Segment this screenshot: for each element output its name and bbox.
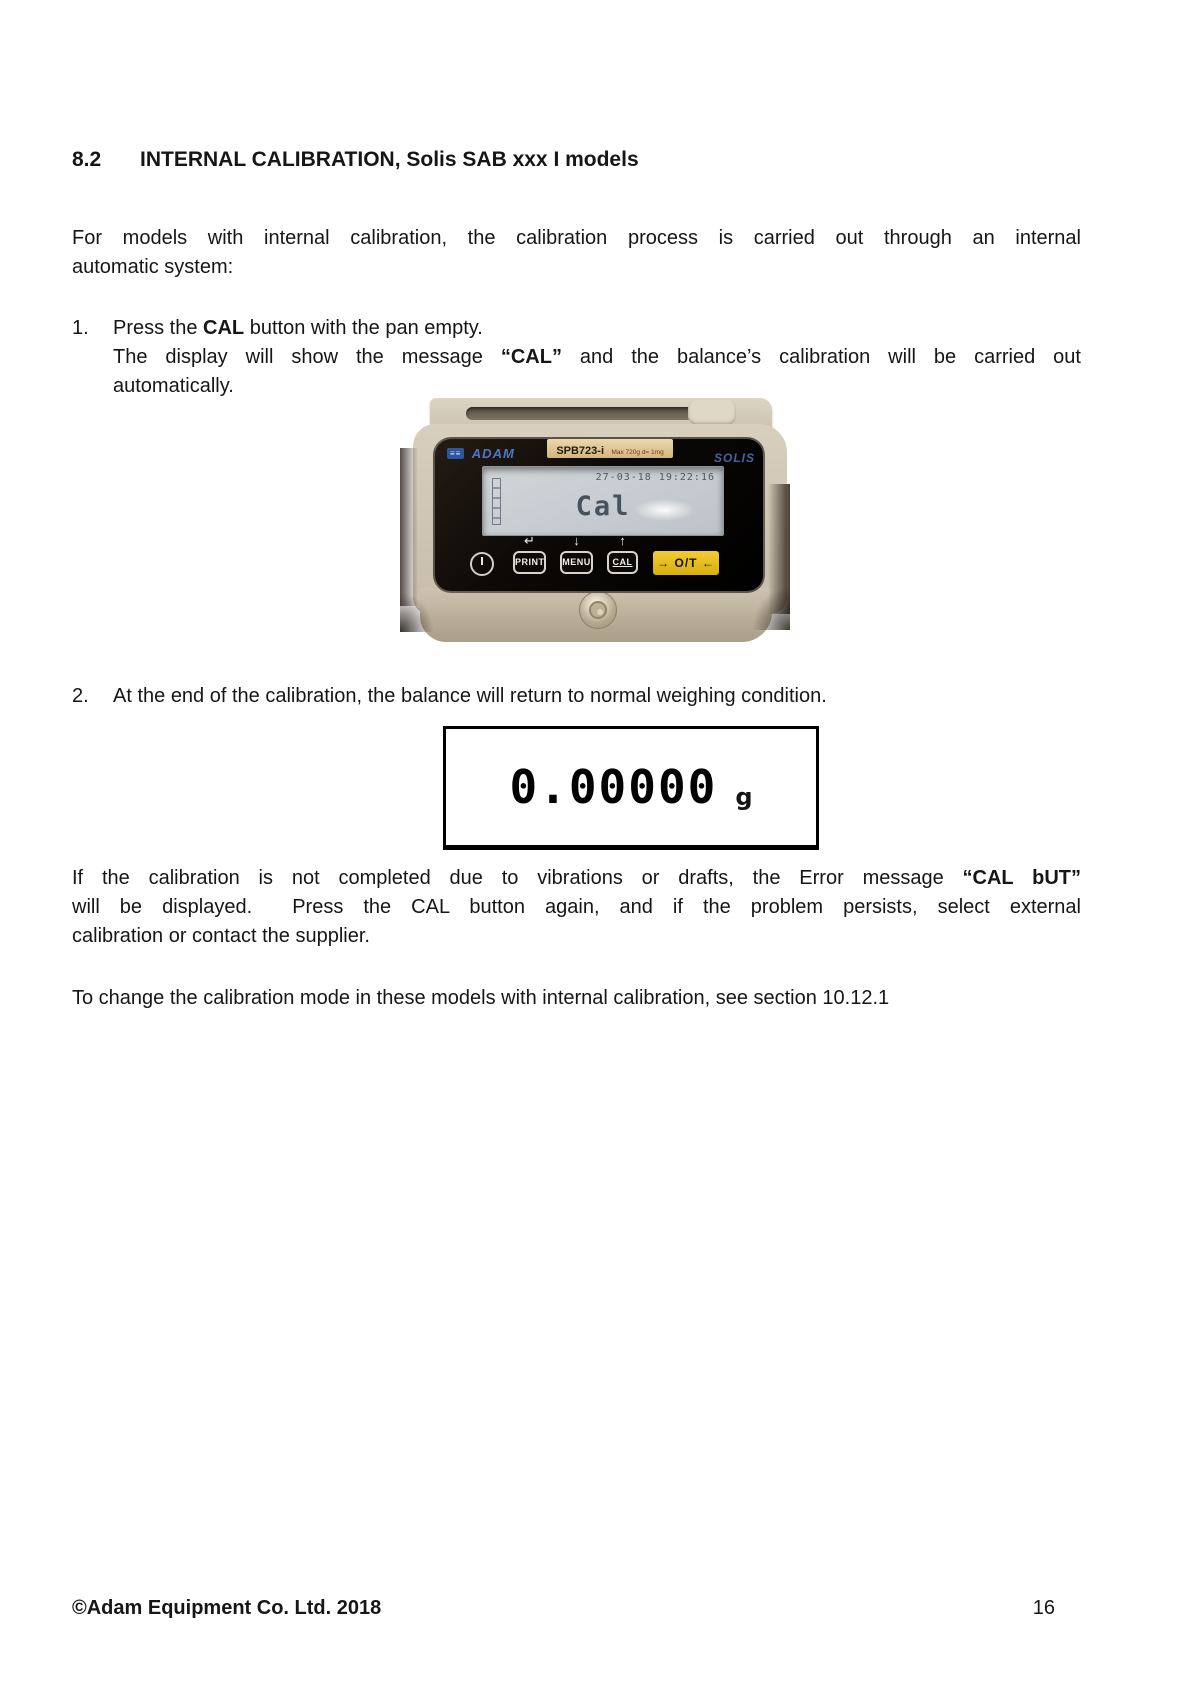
- footer-copyright: ©Adam Equipment Co. Ltd. 2018: [72, 1597, 382, 1619]
- menu-button: MENU: [560, 551, 593, 574]
- weight-value: 0.00000: [509, 760, 718, 814]
- step-1: [72, 314, 1081, 401]
- cal-keyword: CAL: [203, 317, 245, 339]
- down-arrow-icon: ↓: [573, 533, 580, 548]
- weight-display-box: [443, 726, 819, 850]
- step-1-line-2: [113, 343, 1081, 372]
- note-paragraph: To change the calibration mode in these models with internal calibration, see section 10.12.1: [72, 987, 890, 1009]
- level-knob-inner: [589, 601, 607, 619]
- step-2-number: 2.: [72, 685, 89, 707]
- printer-slot: [466, 407, 724, 420]
- step-1-line-3: automatically.: [113, 375, 234, 397]
- step-1-number: 1.: [72, 317, 89, 339]
- error-message-keyword: “CAL bUT”: [962, 867, 1081, 889]
- error-line-1: [72, 864, 1081, 893]
- print-button: PRINT: [513, 551, 546, 574]
- page-number: 16: [1032, 1597, 1055, 1619]
- enter-arrow-icon: ↵: [524, 533, 535, 548]
- adam-logo-text: ADAM: [471, 446, 515, 462]
- cal-message-keyword: “CAL”: [500, 346, 562, 368]
- error-line-3: calibration or contact the supplier.: [72, 925, 370, 947]
- photo-shadow-left: [400, 448, 418, 606]
- power-button: [470, 552, 494, 576]
- error-text: If the calibration is not completed due to vibrations or drafts, the Error message: [72, 867, 963, 889]
- up-arrow-icon: ↑: [619, 533, 626, 548]
- adam-logo: [447, 445, 515, 461]
- step-1-line-1: [113, 314, 1081, 343]
- step-2: [72, 682, 1081, 711]
- lcd-screen: [482, 466, 724, 536]
- model-label: [547, 439, 673, 458]
- photo-shadow-bottom-right: [752, 586, 790, 630]
- step-2-text: At the end of the calibration, the balance will return to normal weighing condition.: [113, 685, 827, 707]
- cal-button: [607, 551, 638, 574]
- section-heading: [72, 148, 639, 172]
- section-title: INTERNAL CALIBRATION, Solis SAB xxx I models: [140, 148, 639, 171]
- intro-paragraph: [72, 224, 1081, 282]
- intro-line-1: For models with internal calibration, the calibration process is carried out through an internal: [72, 227, 1081, 249]
- step-1-text: and the balance’s calibration will be carried out: [561, 346, 1081, 368]
- error-paragraph: [72, 864, 1081, 951]
- model-capacity: Max 720g d= 1mg: [611, 449, 664, 456]
- lcd-message: Cal: [575, 491, 631, 522]
- lcd-glare: [633, 499, 695, 521]
- weight-unit: g: [735, 783, 753, 811]
- display-bezel: [433, 437, 765, 593]
- solis-logo: SOLIS: [713, 451, 755, 465]
- housing-corner: [688, 399, 736, 425]
- lcd-datetime: 27-03-18 19:22:16: [595, 472, 715, 483]
- tare-button: → O/T ←: [653, 551, 719, 575]
- level-knob: [579, 591, 617, 629]
- error-line-2: will be displayed. Press the CAL button again, and if the problem persists, select external: [72, 896, 1081, 918]
- photo-shadow-bottom-left: [400, 592, 434, 632]
- intro-line-2: automatic system:: [72, 256, 234, 278]
- power-icon: [481, 557, 483, 565]
- level-knob-dot: [597, 609, 603, 615]
- balance-photo: [400, 396, 790, 646]
- step-1-text: Press the: [113, 317, 204, 339]
- step-1-text: button with the pan empty.: [244, 317, 483, 339]
- adam-logo-mark: ≡≡: [447, 448, 464, 459]
- cal-button-label: CAL: [612, 557, 633, 567]
- model-name: SPB723-i: [556, 445, 605, 457]
- section-number: 8.2: [72, 148, 102, 171]
- step-1-text: The display will show the message: [113, 346, 501, 368]
